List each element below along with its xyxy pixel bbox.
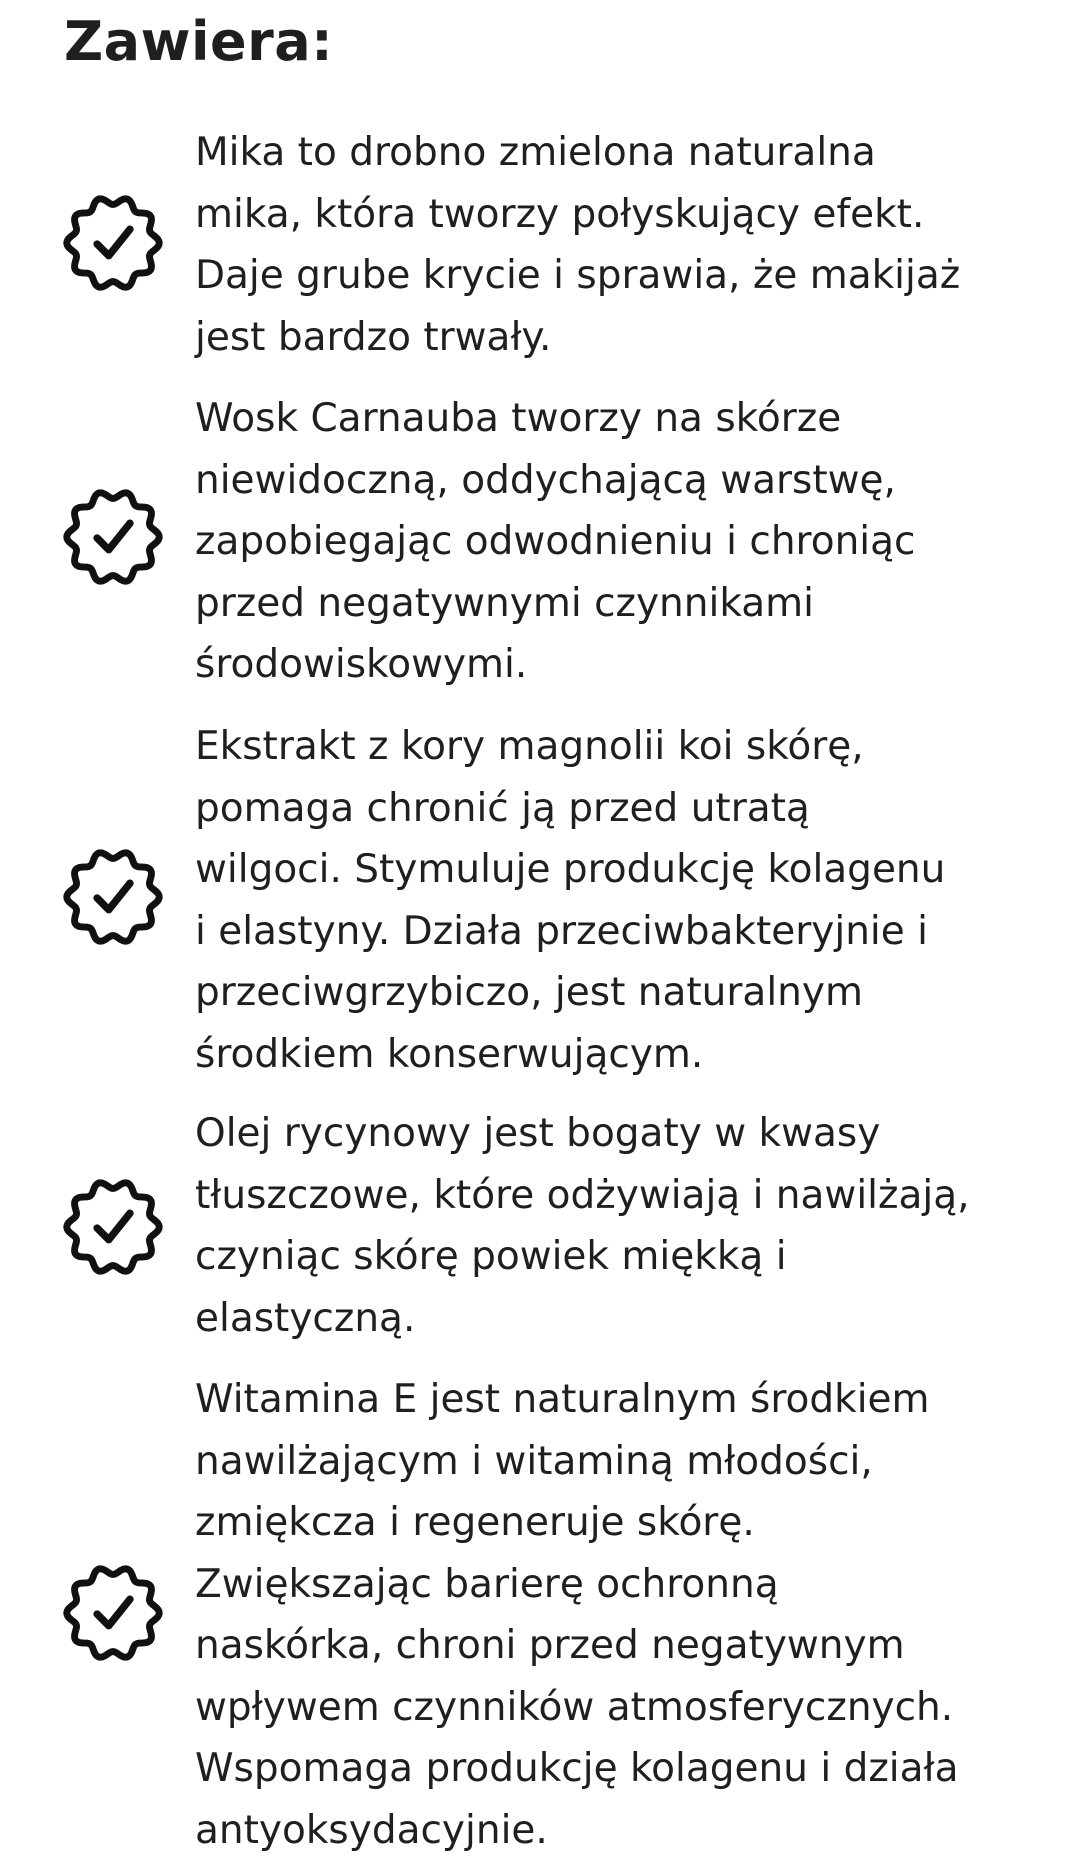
ingredient-text: Mika to drobno zmielona naturalna mika, która tworzy połyskujący efekt. Daje grube krycie i sprawia, że makijaż jest bardzo trwały.: [195, 130, 961, 360]
check-badge-icon: [60, 1560, 166, 1666]
check-badge-icon: [60, 190, 166, 296]
check-badge-icon: [60, 844, 166, 950]
ingredient-text: Olej rycynowy jest bogaty w kwasy tłuszczowe, które odżywiają i nawilżają, czyniąc skórę powiek miękką i elastyczną.: [195, 1111, 970, 1341]
ingredient-text: Wosk Carnauba tworzy na skórze niewidoczną, oddychającą warstwę, zapobiegając odwodnieniu i chroniąc przed negatywnymi czynnikami środowiskowymi.: [195, 396, 916, 687]
check-badge-icon: [60, 484, 166, 590]
ingredient-text: Ekstrakt z kory magnolii koi skórę, pomaga chronić ją przed utratą wilgoci. Stymuluje produkcję kolagenu i elastyny. Działa przeciwbakteryjnie i przeciwgrzybiczo, jest naturalnym środkiem konserwującym.: [195, 724, 946, 1077]
section-title: Zawiera:: [64, 10, 334, 73]
ingredient-text: Witamina E jest naturalnym środkiem nawilżającym i witaminą młodości, zmiękcza i regeneruje skórę. Zwiększając barierę ochronną naskórka, chroni przed negatywnym wpływem czynników atmosferycznych. Wspomaga produkcję kolagenu i działa antyoksydacyjnie.: [195, 1377, 959, 1853]
check-badge-icon: [60, 1174, 166, 1280]
